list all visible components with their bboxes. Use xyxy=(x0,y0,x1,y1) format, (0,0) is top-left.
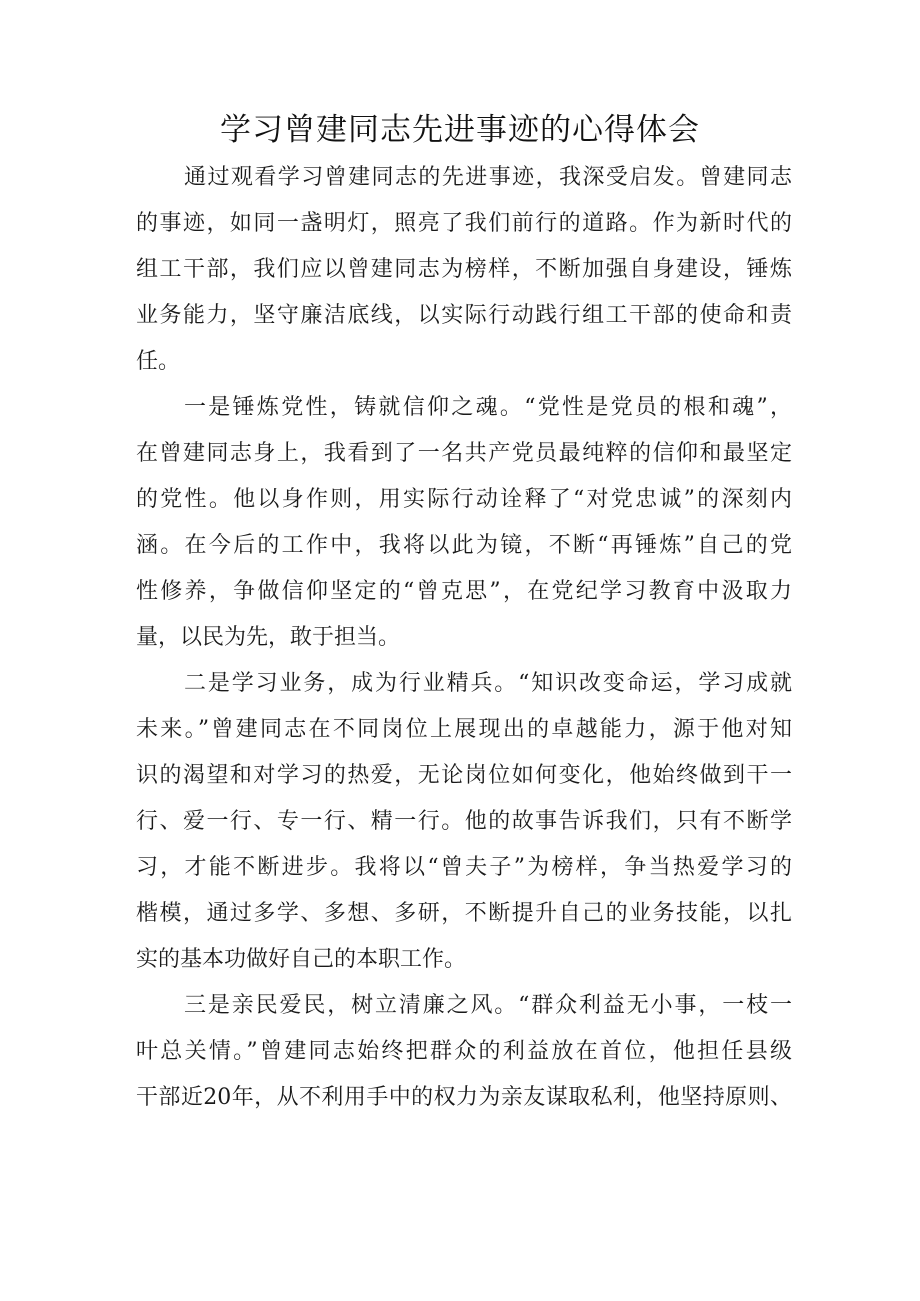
paragraph-line: 任。 xyxy=(136,349,181,374)
paragraph-line: 涵。在今后的工作中，我将以此为镜，不断“再锤炼”自己的党 xyxy=(136,533,792,558)
paragraph-line: 的事迹，如同一盏明灯，照亮了我们前行的道路。作为新时代的 xyxy=(136,211,792,236)
paragraph-line: 实的基本功做好自己的本职工作。 xyxy=(136,947,467,972)
document-title: 学习曾建同志先进事迹的心得体会 xyxy=(220,112,700,148)
paragraph-line: 组工干部，我们应以曾建同志为榜样，不断加强自身建设，锤炼 xyxy=(136,257,792,282)
paragraph-line: 在曾建同志身上，我看到了一名共产党员最纯粹的信仰和最坚定 xyxy=(136,441,792,466)
paragraph-line: 一是锤炼党性，铸就信仰之魂。“党性是党员的根和魂”， xyxy=(184,395,792,420)
paragraph-line: 习，才能不断进步。我将以“曾夫子”为榜样，争当热爱学习的 xyxy=(136,855,792,880)
paragraph-line: 业务能力，坚守廉洁底线，以实际行动践行组工干部的使命和责 xyxy=(136,303,792,328)
paragraph-line: 的党性。他以身作则，用实际行动诠释了“对党忠诚”的深刻内 xyxy=(136,487,792,512)
paragraph-line: 性修养，争做信仰坚定的“曾克思”，在党纪学习教育中汲取力 xyxy=(136,579,792,604)
paragraph-line: 通过观看学习曾建同志的先进事迹，我深受启发。曾建同志 xyxy=(184,165,792,190)
paragraph-line: 二是学习业务，成为行业精兵。“知识改变命运，学习成就 xyxy=(184,671,792,696)
paragraph-4 xyxy=(136,983,792,1121)
paragraph-line: 未来。”曾建同志在不同岗位上展现出的卓越能力，源于他对知 xyxy=(136,717,792,742)
document-body xyxy=(136,155,792,1121)
paragraph-line: 干部近20年，从不利用手中的权力为亲友谋取私利，他坚持原则、 xyxy=(136,1085,792,1110)
paragraph-line: 叶总关情。”曾建同志始终把群众的利益放在首位，他担任县级 xyxy=(136,1039,792,1064)
paragraph-2 xyxy=(136,385,792,661)
paragraph-line: 识的渴望和对学习的热爱，无论岗位如何变化，他始终做到干一 xyxy=(136,763,792,788)
paragraph-line: 行、爱一行、专一行、精一行。他的故事告诉我们，只有不断学 xyxy=(136,809,792,834)
paragraph-1 xyxy=(136,155,792,385)
paragraph-3 xyxy=(136,661,792,983)
paragraph-line: 三是亲民爱民，树立清廉之风。“群众利益无小事，一枝一 xyxy=(184,993,792,1018)
paragraph-line: 量，以民为先，敢于担当。 xyxy=(136,625,401,650)
paragraph-line: 楷模，通过多学、多想、多研，不断提升自己的业务技能，以扎 xyxy=(136,901,792,926)
